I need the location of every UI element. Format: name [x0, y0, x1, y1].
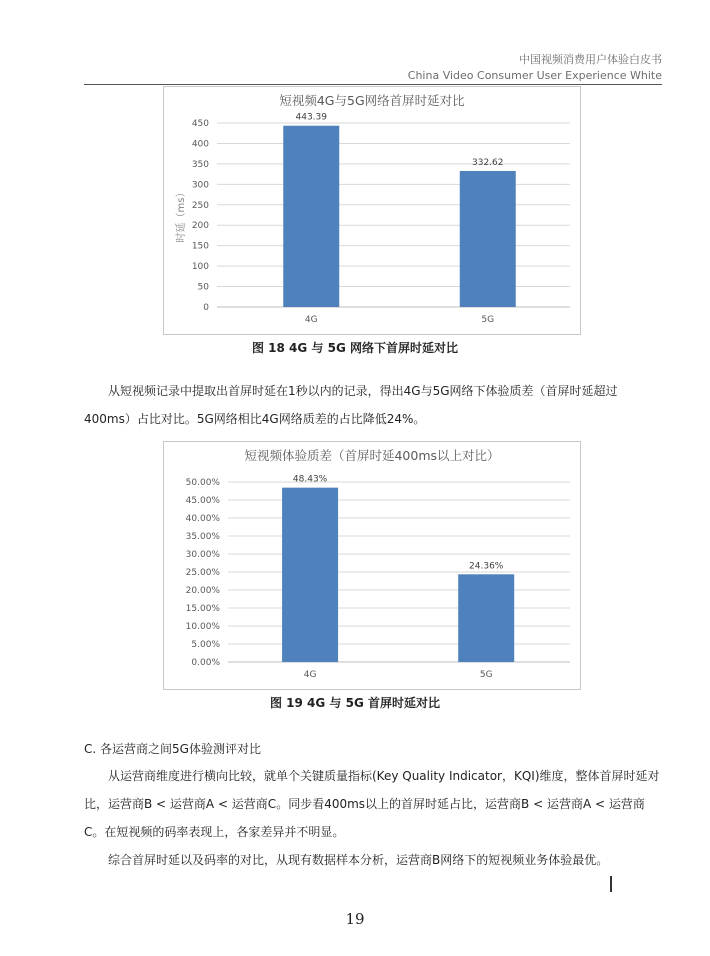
figure18-chart [163, 86, 581, 335]
y-tick-label: 5.00% [191, 640, 220, 650]
y-tick-label: 15.00% [185, 604, 220, 614]
y-tick-label: 300 [191, 180, 209, 191]
chart-title: 短视频4G与5G网络首屏时延对比 [279, 93, 465, 108]
y-tick-label: 250 [191, 200, 209, 211]
y-tick-label: 20.00% [185, 586, 220, 596]
data-label-5g: 332.62 [472, 157, 504, 168]
y-tick-label: 200 [191, 221, 209, 232]
figure19-chart-svg [164, 442, 580, 689]
bar-5g [460, 171, 516, 307]
y-tick-label: 40.00% [185, 514, 220, 524]
bar-5g [458, 574, 514, 662]
header-divider [84, 84, 662, 85]
y-tick-label: 450 [191, 119, 209, 129]
page-number: 19 [345, 910, 365, 928]
section-c-paragraph-2: 综合首屏时延以及码率的对比，从现有数据样本分析，运营商B网络下的短视频业务体验最优。 [108, 853, 609, 867]
figure18-chart-svg [164, 87, 580, 334]
data-label-4g: 48.43% [292, 474, 328, 485]
body-paragraph-1: 从短视频记录中提取出首屏时延在1秒以内的记录，得出4G与5G网络下体验质差（首屏时延超过400ms）占比对比。5G网络相比4G网络质差的占比降低24%。 [84, 384, 618, 426]
text-cursor-mark [610, 876, 612, 892]
y-tick-label: 400 [191, 139, 209, 150]
section-c-paragraph-1: 从运营商维度进行横向比较，就单个关键质量指标(Key Quality Indicator，KQI)维度，整体首屏时延对比，运营商B < 运营商A < 运营商C。同步看400ms以上的首屏时延占比，运营商B < 运营商A < 运营商C。在短视频的码率表现上，各家差异并不明显。 [84, 769, 660, 839]
figure18-caption: 图 18 4G 与 5G 网络下首屏时延对比 [252, 341, 458, 355]
x-tick-label: 4G [303, 670, 317, 680]
header-title-cn: 中国视频消费用户体验白皮书 [519, 53, 662, 66]
x-tick-label: 4G [304, 315, 318, 325]
y-tick-label: 150 [191, 241, 209, 252]
data-label-5g: 24.36% [469, 561, 504, 572]
bar-4g [282, 488, 338, 662]
y-tick-label: 35.00% [185, 532, 220, 542]
y-tick-label: 0.00% [191, 658, 220, 668]
y-tick-label: 50.00% [185, 478, 220, 488]
y-tick-label: 10.00% [185, 622, 220, 632]
bar-4g [283, 126, 339, 307]
data-label-4g: 443.39 [295, 112, 328, 123]
y-tick-label: 0 [203, 303, 209, 313]
y-tick-label: 25.00% [185, 568, 220, 578]
y-tick-label: 50 [197, 282, 209, 293]
y-tick-label: 45.00% [185, 496, 220, 506]
figure19-chart [163, 441, 581, 690]
figure19-caption: 图 19 4G 与 5G 首屏时延对比 [270, 696, 440, 710]
y-axis-label: 时延（ms） [176, 187, 187, 243]
header-title-en: China Video Consumer User Experience White [407, 69, 662, 82]
x-tick-label: 5G [481, 315, 495, 325]
section-c-heading: C. 各运营商之间5G体验测评对比 [84, 742, 261, 756]
chart-title: 短视频体验质差（首屏时延400ms以上对比） [244, 448, 500, 463]
y-tick-label: 350 [191, 159, 209, 170]
y-tick-label: 30.00% [185, 550, 220, 560]
page-header [408, 52, 662, 84]
x-tick-label: 5G [479, 670, 493, 680]
y-tick-label: 100 [191, 262, 209, 273]
